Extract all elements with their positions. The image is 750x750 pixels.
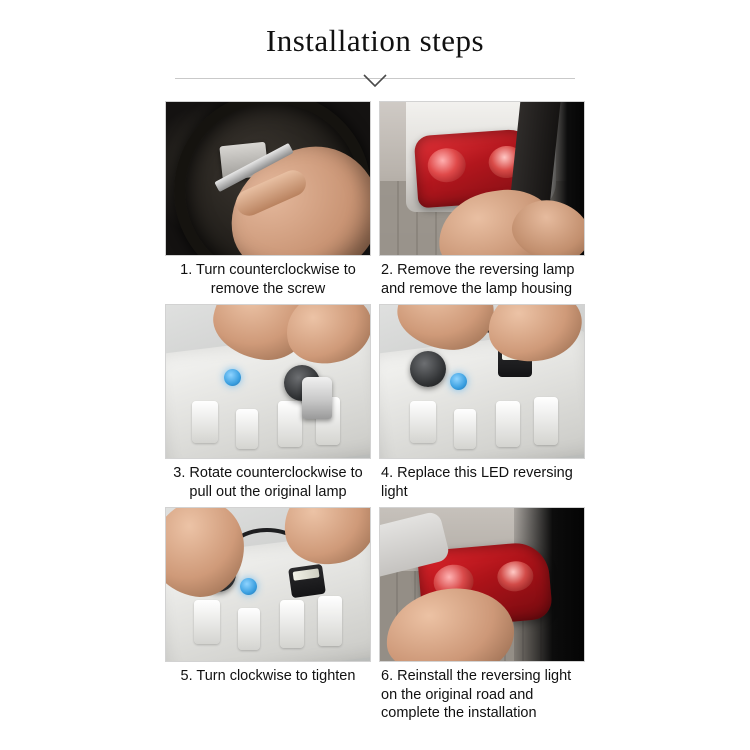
steps-row	[165, 101, 585, 300]
title-divider	[175, 73, 575, 91]
step-caption-1: 1. Turn counterclockwise to remove the screw	[180, 262, 356, 297]
step-caption-5: 5. Turn clockwise to tighten	[180, 668, 356, 685]
step-item-2	[379, 101, 585, 300]
photo4-rib	[454, 409, 476, 449]
page-title: Installation steps	[265, 23, 485, 58]
photo4-rib	[410, 401, 436, 443]
step-item-5	[165, 507, 371, 725]
step-photo-2	[379, 101, 585, 256]
photo3-rib	[236, 409, 258, 449]
photo4-rib	[534, 397, 558, 445]
step-caption-3: 3. Rotate counterclockwise to pull out the original lamp	[173, 465, 363, 500]
step-caption-6: 6. Reinstall the reversing light on the original road and complete the installation	[381, 668, 572, 722]
step-item-4	[379, 304, 585, 503]
steps-row	[165, 304, 585, 503]
photo4-rib	[496, 401, 520, 447]
step-item-3	[165, 304, 371, 503]
step-caption-4: 4. Replace this LED reversing light	[381, 465, 573, 500]
step-photo-6	[379, 507, 585, 662]
step-item-1	[165, 101, 371, 300]
step-photo-1	[165, 101, 371, 256]
step-photo-4	[379, 304, 585, 459]
photo3-rib	[192, 401, 218, 443]
chevron-down-icon	[362, 73, 388, 89]
photo5-rib	[318, 596, 342, 646]
step-photo-3	[165, 304, 371, 459]
photo5-led-module	[288, 564, 326, 598]
step-caption-2: 2. Remove the reversing lamp and remove the lamp housing	[381, 262, 575, 297]
steps-grid	[165, 101, 585, 725]
photo5-rib	[280, 600, 304, 648]
photo5-rib	[194, 600, 220, 644]
photo3-original-bulb	[302, 377, 332, 419]
photo5-rib	[238, 608, 260, 650]
step-item-6	[379, 507, 585, 725]
steps-row	[165, 507, 585, 725]
step-photo-5	[165, 507, 371, 662]
photo3-rib	[278, 401, 302, 447]
